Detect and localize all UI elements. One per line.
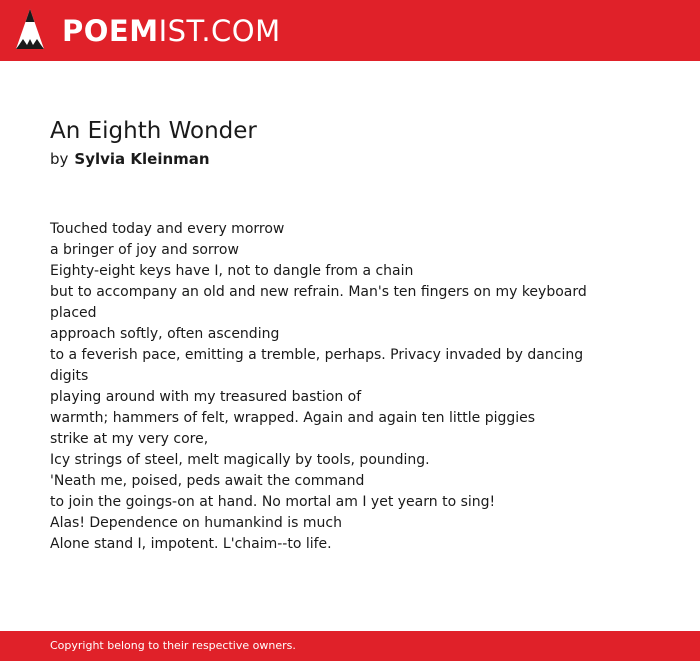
- poem-body: [50, 219, 590, 555]
- pencil-tip-icon: [16, 9, 44, 53]
- poem-line: playing around with my treasured bastion of: [50, 389, 362, 405]
- poem-line: Touched today and every morrow: [50, 221, 285, 237]
- poem-byline: [50, 148, 210, 170]
- poem-line: Eighty-eight keys have I, not to dangle from a chain: [50, 263, 414, 279]
- poem-line: to a feverish pace, emitting a tremble, perhaps. Privacy invaded by dancing digits: [50, 347, 584, 384]
- site-footer: [0, 631, 700, 661]
- site-header: [0, 0, 700, 61]
- poem-line: a bringer of joy and sorrow: [50, 242, 239, 258]
- poem-line: approach softly, often ascending: [50, 326, 280, 342]
- poem-line: strike at my very core,: [50, 431, 209, 447]
- byline-label: by: [50, 150, 69, 168]
- poem-title: An Eighth Wonder: [50, 118, 257, 144]
- poem-line: but to accompany an old and new refrain. Man's ten fingers on my keyboard placed: [50, 284, 587, 321]
- site-logo-link[interactable]: [16, 9, 281, 53]
- logo-text-light: IST.COM: [158, 14, 281, 48]
- copyright-notice: Copyright belong to their respective owners.: [50, 639, 296, 652]
- site-logo-text: [62, 9, 281, 53]
- poem-line: 'Neath me, poised, peds await the command: [50, 473, 365, 489]
- poem-line: Alone stand I, impotent. L'chaim--to life.: [50, 536, 332, 552]
- poem-line: to join the goings-on at hand. No mortal am I yet yearn to sing!: [50, 494, 496, 510]
- poem-line: Alas! Dependence on humankind is much: [50, 515, 342, 531]
- poem-author: Sylvia Kleinman: [74, 150, 210, 168]
- poem-line: warmth; hammers of felt, wrapped. Again and again ten little piggies: [50, 410, 536, 426]
- poem-line: Icy strings of steel, melt magically by tools, pounding.: [50, 452, 430, 468]
- logo-text-strong: POEM: [62, 14, 159, 48]
